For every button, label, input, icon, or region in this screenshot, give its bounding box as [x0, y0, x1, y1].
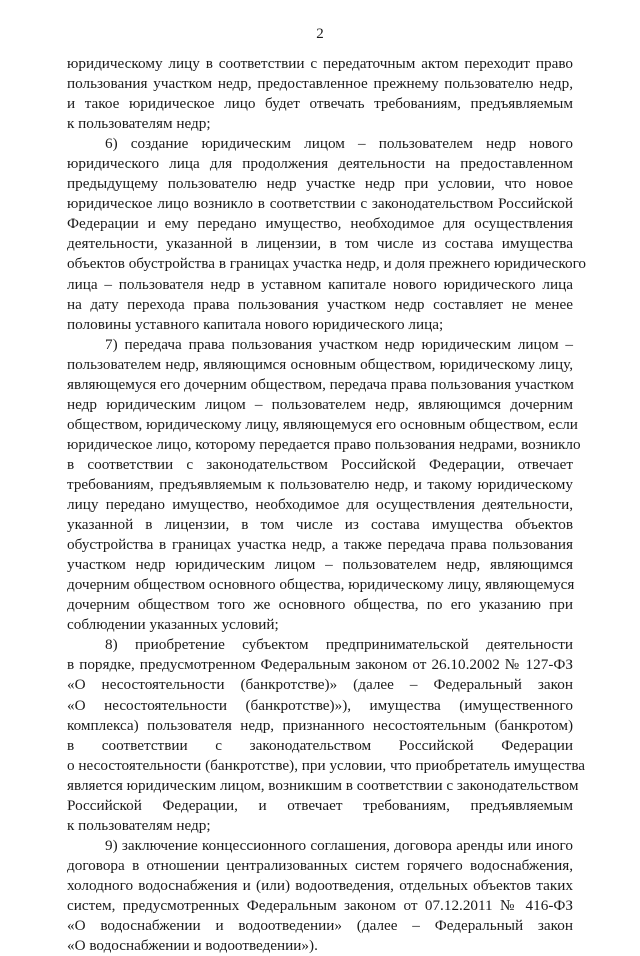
text-line: юридическое лицо возникло в соответствии с законодательством Российской	[67, 195, 573, 213]
text-line: к пользователям недр;	[67, 115, 211, 133]
text-line: систем, предусмотренных Федеральным законом от 07.12.2011 № 416-ФЗ	[67, 896, 573, 914]
text-line: Российской Федерации, и отвечает требованиям, предъявляемым	[67, 796, 573, 814]
text-line: лицу передано имущество, необходимое для осуществления деятельности,	[67, 496, 573, 514]
text-line: являющемуся его дочерним обществом, передача права пользования участком	[67, 375, 574, 393]
text-line: «О водоснабжении и водоотведении» (далее – Федеральный закон	[67, 917, 573, 935]
text-line: 7) передача права пользования участком недр юридическим лицом –	[105, 335, 573, 353]
text-line: предыдущему пользователю недр участке недр при условии, что новое	[67, 175, 573, 193]
text-line: на дату перехода права пользования участком недр составляет не менее	[67, 295, 573, 313]
page-number: 2	[316, 26, 324, 42]
text-line: в порядке, предусмотренном Федеральным законом от 26.10.2002 № 127-ФЗ	[67, 656, 573, 674]
text-line: 6) создание юридическим лицом – пользователем недр нового	[105, 135, 573, 153]
text-line: холодного водоснабжения и (или) водоотведения, отдельных объектов таких	[67, 876, 573, 894]
text-line: 9) заключение концессионного соглашения, договора аренды или иного	[105, 836, 573, 854]
text-line: «О несостоятельности (банкротстве)» (далее – Федеральный закон	[67, 676, 573, 694]
text-line: в соответствии с законодательством Российской Федерации, отвечает	[67, 455, 573, 473]
text-line: пользователем недр, являющимся основным обществом, юридическому лицу,	[67, 355, 573, 373]
text-line: и такое юридическое лицо будет отвечать требованиям, предъявляемым	[67, 95, 573, 113]
text-line: к пользователям недр;	[67, 816, 211, 834]
text-line: юридического лица для продолжения деятельности на предоставленном	[67, 155, 573, 173]
text-line: комплекса) пользователя недр, признанного несостоятельным (банкротом)	[67, 716, 573, 734]
text-line: юридическому лицу в соответствии с передаточным актом переходит право	[67, 55, 573, 72]
text-line: «О водоснабжении и водоотведении»).	[67, 937, 318, 955]
text-line: объектов обустройства в границах участка недр, и доля прежнего юридического	[67, 255, 587, 273]
text-line: участком недр юридическим лицом – пользователем недр, являющимся	[67, 556, 573, 574]
text-line: обустройства в границах участка недр, а также передача права пользования	[67, 536, 573, 554]
text-line: дочерним обществом того же основного общества, по его указанию при	[67, 596, 573, 614]
text-line: договора в отношении централизованных систем горячего водоснабжения,	[67, 856, 573, 874]
document-body	[67, 54, 587, 956]
text-line: половины уставного капитала нового юридического лица;	[67, 315, 444, 333]
text-line: является юридическим лицом, возникшим в соответствии с законодательством	[67, 776, 579, 794]
text-line: «О несостоятельности (банкротстве)»), имущества (имущественного	[67, 696, 573, 714]
text-line: соблюдении указанных условий;	[67, 616, 279, 634]
text-line: дочерним обществом основного общества, юридическому лицу, являющемуся	[67, 576, 575, 594]
text-line: недр юридическим лицом – пользователем недр, являющимся дочерним	[67, 395, 573, 413]
text-line: Федерации и ему передано имущество, необходимое для осуществления	[67, 215, 573, 233]
text-line: требованиям, предъявляемым к пользователю недр, и такому юридическому	[67, 475, 573, 493]
text-line: обществом, юридическому лицу, являющемуся его основным обществом, если	[67, 415, 578, 433]
text-line: о несостоятельности (банкротстве), при условии, что приобретатель имущества	[67, 756, 586, 774]
text-line: пользования участком недр, предоставленное прежнему пользователю недр,	[67, 75, 573, 93]
text-line: юридическое лицо, которому передается право пользования недрами, возникло	[67, 435, 581, 453]
text-line: в соответствии с законодательством Российской Федерации	[67, 736, 573, 754]
text-line: 8) приобретение субъектом предпринимательской деятельности	[105, 636, 573, 654]
text-line: деятельности, указанной в лицензии, в том числе из состава имущества	[67, 235, 573, 253]
text-line: указанной в лицензии, в том числе из состава имущества объектов	[67, 516, 573, 534]
text-line: лица – пользователя недр в уставном капитале нового юридического лица	[67, 275, 573, 293]
